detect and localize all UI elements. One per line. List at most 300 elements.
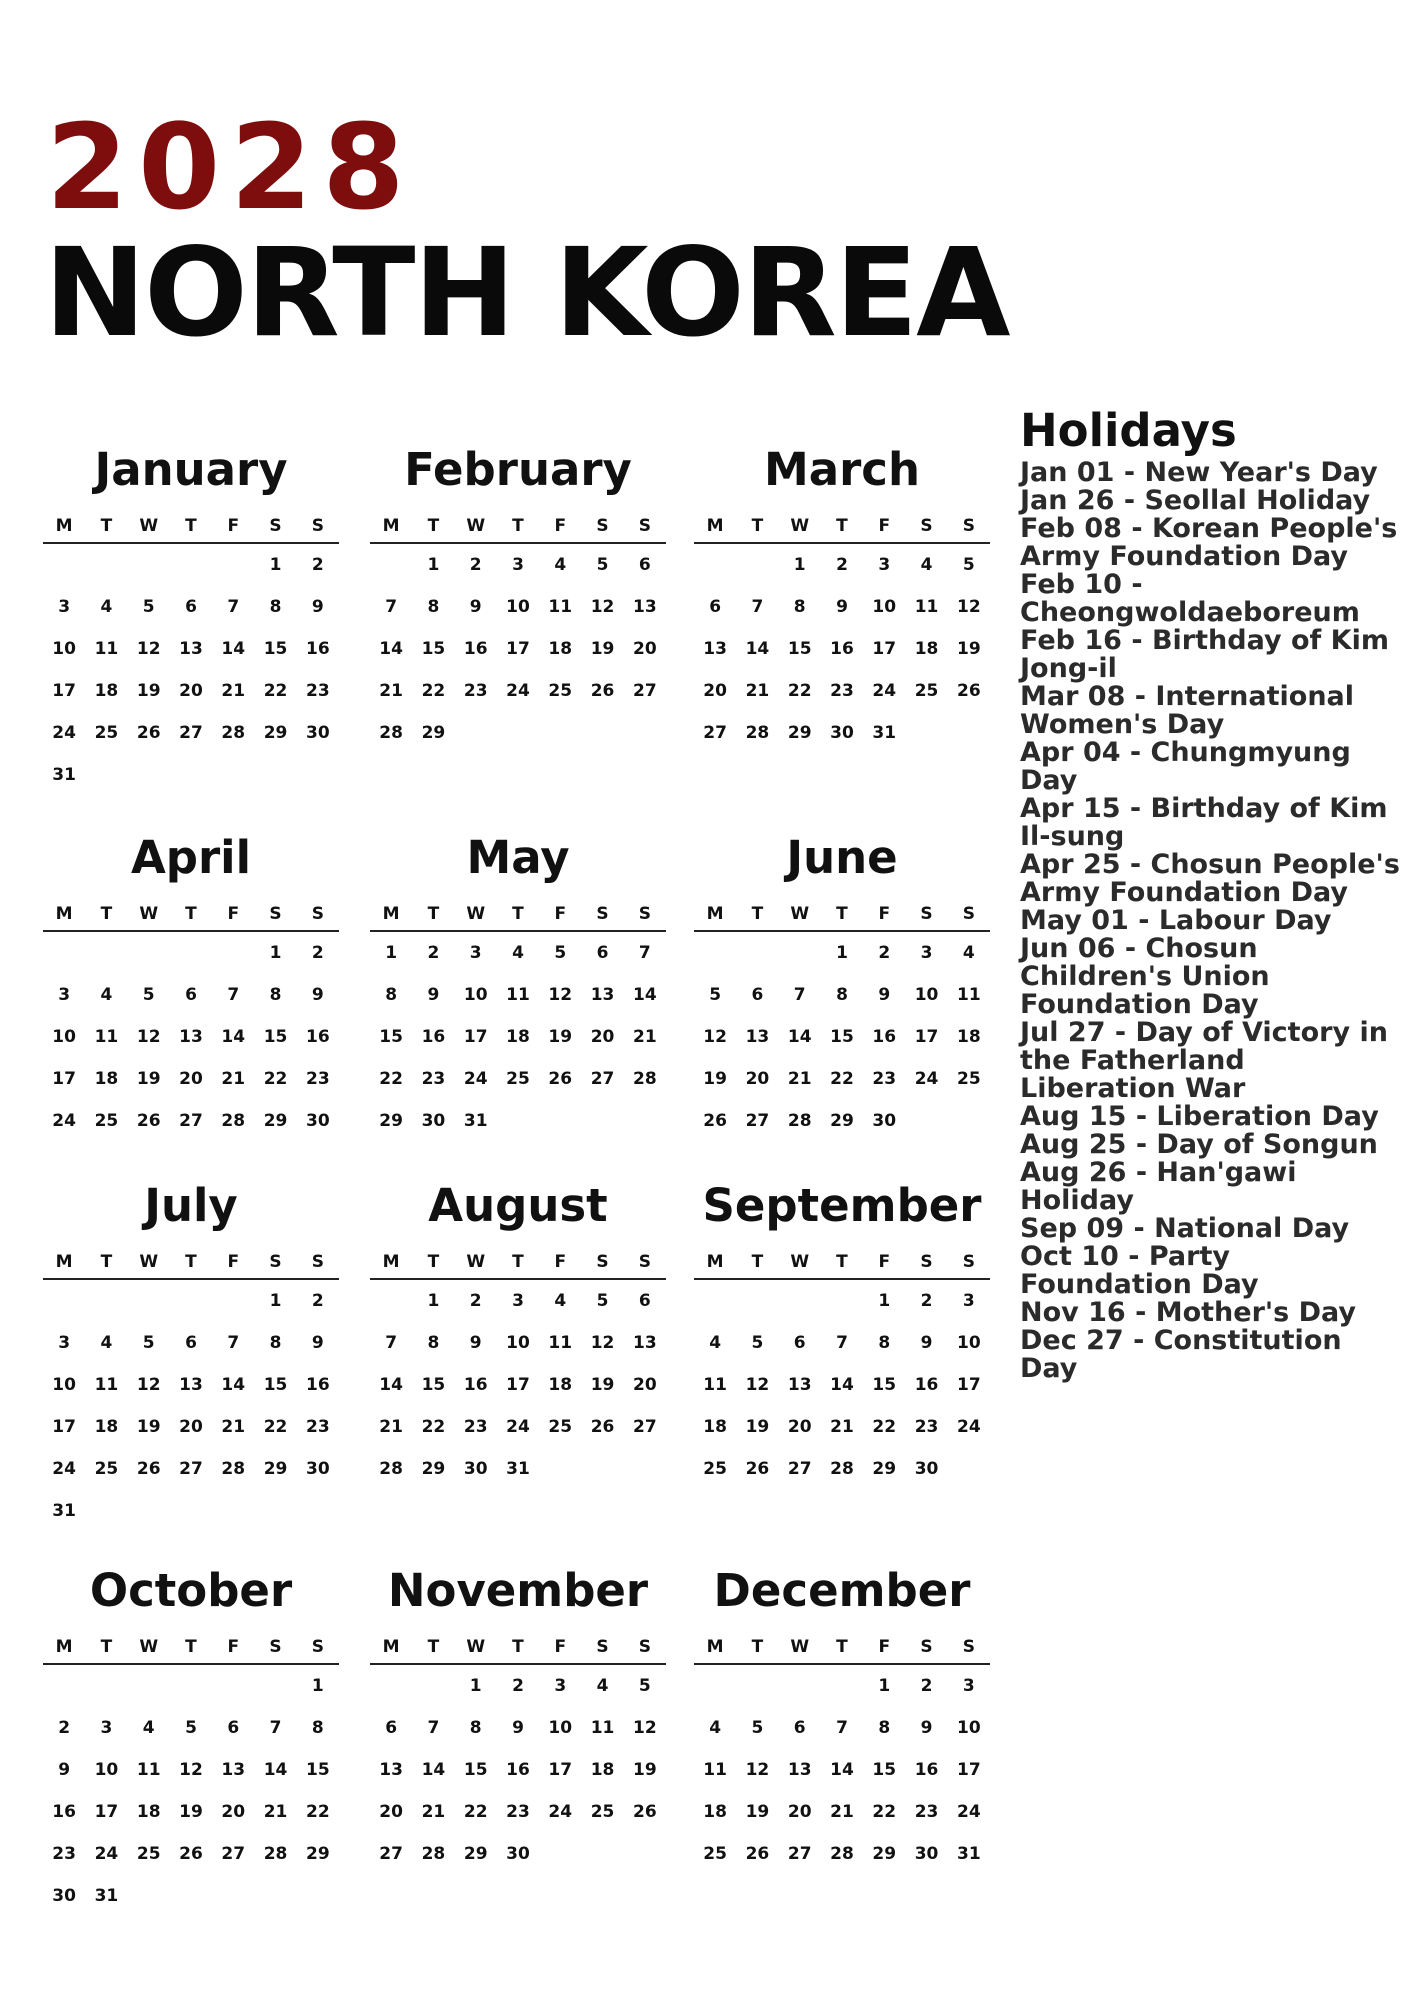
weekday-label: T (751, 516, 764, 536)
day-cell: 1 (311, 1676, 324, 1696)
week-row (43, 1364, 339, 1406)
day-cell: 10 (956, 1333, 981, 1353)
day-cell: 27 (632, 681, 657, 701)
weekday-label: S (269, 1252, 282, 1272)
day-cell: 9 (58, 1760, 71, 1780)
day-cell: 25 (548, 1417, 573, 1437)
day-cell: 18 (136, 1802, 161, 1822)
day-cell: 13 (787, 1760, 812, 1780)
day-cell: 3 (554, 1676, 567, 1696)
day-cell: 2 (836, 555, 848, 575)
day-cell: 9 (469, 597, 482, 617)
month-september (694, 1176, 990, 1490)
weekday-label: W (139, 904, 159, 924)
day-cell: 7 (836, 1333, 848, 1353)
month-name: December (713, 1564, 971, 1617)
weekday-label: M (706, 516, 724, 536)
day-cell: 18 (94, 681, 119, 701)
day-cell: 23 (52, 1844, 76, 1864)
week-row (694, 1791, 990, 1833)
day-cell: 4 (554, 555, 567, 575)
day-cell: 27 (379, 1844, 403, 1864)
day-cell: 25 (94, 1459, 119, 1479)
day-cell: 17 (52, 1069, 76, 1089)
day-cell: 20 (179, 681, 203, 701)
weekday-label: T (836, 516, 848, 536)
week-row (694, 1322, 990, 1364)
weekday-label: S (962, 904, 975, 924)
day-cell: 3 (58, 1333, 71, 1353)
day-cell: 6 (793, 1718, 806, 1738)
weekday-label: S (269, 904, 282, 924)
week-row (370, 1448, 666, 1490)
weekday-label: M (55, 1637, 73, 1657)
day-cell: 4 (100, 597, 113, 617)
day-cell: 7 (836, 1718, 848, 1738)
holiday-item: Feb 08 - Korean People's Army Foundation Day (1020, 513, 1398, 572)
day-cell: 26 (956, 681, 981, 701)
day-cell: 17 (548, 1760, 573, 1780)
day-cell: 30 (421, 1111, 446, 1131)
weekday-label: T (100, 904, 113, 924)
month-january (43, 440, 339, 796)
weekday-label: W (790, 1252, 810, 1272)
day-cell: 18 (956, 1027, 981, 1047)
day-cell: 3 (512, 1291, 524, 1311)
day-cell: 26 (745, 1844, 770, 1864)
weekday-label: M (55, 904, 73, 924)
day-cell: 30 (872, 1111, 897, 1131)
week-row (694, 1448, 990, 1490)
day-cell: 4 (554, 1291, 567, 1311)
weekday-label: T (185, 1252, 197, 1272)
day-cell: 16 (305, 639, 330, 659)
day-cell: 27 (787, 1459, 812, 1479)
day-cell: 6 (709, 597, 722, 617)
day-cell: 3 (878, 555, 891, 575)
day-cell: 28 (379, 1459, 403, 1479)
day-cell: 3 (920, 943, 933, 963)
day-cell: 12 (548, 985, 573, 1005)
day-cell: 11 (506, 985, 530, 1005)
day-cell: 1 (469, 1676, 482, 1696)
day-cell: 23 (914, 1417, 939, 1437)
day-cell: 11 (914, 597, 939, 617)
day-cell: 25 (94, 723, 119, 743)
day-cell: 5 (185, 1718, 197, 1738)
day-cell: 21 (221, 1069, 246, 1089)
day-cell: 17 (506, 639, 530, 659)
weekday-header (43, 1621, 339, 1665)
day-cell: 22 (830, 1069, 854, 1089)
day-cell: 26 (548, 1069, 573, 1089)
weekday-label: S (596, 1252, 609, 1272)
day-cell: 16 (463, 1375, 488, 1395)
weekday-label: T (751, 1637, 764, 1657)
day-cell: 20 (590, 1027, 615, 1047)
weekday-label: S (920, 516, 933, 536)
week-row (370, 1406, 666, 1448)
day-cell: 15 (463, 1760, 488, 1780)
day-cell: 14 (830, 1375, 854, 1395)
day-cell: 30 (52, 1886, 76, 1906)
weekday-label: T (185, 1637, 197, 1657)
day-cell: 5 (142, 1333, 155, 1353)
weekday-header (370, 1236, 666, 1280)
day-cell: 13 (590, 985, 615, 1005)
holiday-item: May 01 - Labour Day (1020, 905, 1332, 936)
week-row (694, 544, 990, 586)
day-cell: 2 (469, 555, 482, 575)
weekday-label: T (751, 904, 764, 924)
week-row (694, 974, 990, 1016)
day-cell: 29 (872, 1459, 897, 1479)
day-cell: 4 (962, 943, 975, 963)
weekday-label: M (382, 1252, 400, 1272)
week-row (43, 1058, 339, 1100)
day-cell: 14 (263, 1760, 288, 1780)
weekday-label: T (427, 516, 440, 536)
day-cell: 11 (94, 639, 119, 659)
day-cell: 31 (52, 1501, 76, 1521)
week-row (694, 932, 990, 974)
day-cell: 13 (379, 1760, 403, 1780)
day-cell: 24 (914, 1069, 939, 1089)
day-cell: 1 (269, 943, 282, 963)
day-cell: 23 (914, 1802, 939, 1822)
week-row (694, 1406, 990, 1448)
week-row (370, 1707, 666, 1749)
weekday-label: S (596, 516, 609, 536)
day-cell: 31 (872, 723, 897, 743)
day-cell: 6 (185, 985, 197, 1005)
holiday-item: Aug 26 - Han'gawi Holiday (1020, 1157, 1297, 1216)
day-cell: 21 (221, 1417, 246, 1437)
day-cell: 25 (94, 1111, 119, 1131)
day-cell: 19 (632, 1760, 657, 1780)
day-cell: 31 (956, 1844, 981, 1864)
weekday-label: S (638, 516, 651, 536)
day-cell: 31 (52, 765, 76, 785)
day-cell: 31 (506, 1459, 530, 1479)
holiday-item: Mar 08 - International Women's Day (1020, 681, 1355, 740)
day-cell: 26 (136, 723, 161, 743)
day-cell: 23 (305, 681, 330, 701)
day-cell: 22 (263, 1417, 288, 1437)
day-cell: 26 (590, 681, 615, 701)
day-cell: 4 (596, 1676, 609, 1696)
weekday-label: S (269, 516, 282, 536)
day-cell: 14 (379, 639, 403, 659)
day-cell: 13 (632, 597, 657, 617)
day-cell: 16 (914, 1375, 939, 1395)
day-cell: 15 (263, 1375, 288, 1395)
weekday-label: T (100, 1637, 113, 1657)
day-cell: 20 (632, 639, 657, 659)
week-row (370, 1833, 666, 1875)
day-cell: 8 (878, 1333, 891, 1353)
day-cell: 30 (914, 1844, 939, 1864)
day-cell: 1 (836, 943, 848, 963)
weekday-label: T (512, 904, 524, 924)
day-cell: 28 (787, 1111, 812, 1131)
day-cell: 10 (52, 1027, 76, 1047)
day-cell: 29 (263, 723, 288, 743)
day-cell: 10 (94, 1760, 119, 1780)
day-cell: 24 (52, 723, 76, 743)
day-cell: 16 (305, 1375, 330, 1395)
day-cell: 27 (179, 723, 203, 743)
weekday-header (694, 1621, 990, 1665)
day-cell: 20 (787, 1417, 812, 1437)
holiday-item: Jan 26 - Seollal Holiday (1020, 485, 1371, 516)
day-cell: 6 (638, 555, 651, 575)
holiday-item: Feb 16 - Birthday of Kim Jong-il (1020, 625, 1389, 684)
week-row (43, 1875, 339, 1917)
day-cell: 18 (548, 639, 573, 659)
day-cell: 21 (379, 681, 403, 701)
day-cell: 14 (221, 1375, 246, 1395)
week-row (43, 1791, 339, 1833)
week-row (694, 628, 990, 670)
holiday-item: Aug 25 - Day of Songun (1020, 1129, 1378, 1160)
weekday-label: T (185, 904, 197, 924)
day-cell: 1 (793, 555, 806, 575)
day-cell: 4 (709, 1333, 722, 1353)
day-cell: 17 (872, 639, 897, 659)
day-cell: 28 (830, 1459, 854, 1479)
day-cell: 7 (227, 985, 240, 1005)
holiday-item: Oct 10 - Party Foundation Day (1020, 1241, 1259, 1300)
day-cell: 20 (745, 1069, 770, 1089)
week-row (370, 670, 666, 712)
day-cell: 2 (427, 943, 440, 963)
day-cell: 15 (421, 639, 446, 659)
week-row (370, 1322, 666, 1364)
day-cell: 29 (463, 1844, 488, 1864)
weekday-label: T (836, 1252, 848, 1272)
day-cell: 10 (52, 639, 76, 659)
day-cell: 9 (427, 985, 440, 1005)
day-cell: 2 (311, 943, 324, 963)
week-row (43, 932, 339, 974)
day-cell: 6 (185, 597, 197, 617)
day-cell: 11 (548, 597, 573, 617)
weekday-label: M (55, 1252, 73, 1272)
holiday-item: Dec 27 - Constitution Day (1020, 1325, 1342, 1384)
day-cell: 28 (830, 1844, 854, 1864)
month-name: February (404, 443, 632, 496)
day-cell: 6 (185, 1333, 197, 1353)
day-cell: 27 (632, 1417, 657, 1437)
week-row (370, 1280, 666, 1322)
day-cell: 21 (632, 1027, 657, 1047)
day-cell: 3 (58, 597, 71, 617)
day-cell: 15 (263, 1027, 288, 1047)
day-cell: 21 (221, 681, 246, 701)
weekday-label: T (512, 1252, 524, 1272)
day-cell: 12 (136, 1027, 161, 1047)
holiday-item: Apr 15 - Birthday of Kim Il-sung (1020, 793, 1388, 852)
day-cell: 23 (421, 1069, 446, 1089)
holiday-item: Jun 06 - Chosun Children's Union Foundation Day (1020, 933, 1270, 1020)
day-cell: 13 (179, 1027, 203, 1047)
day-cell: 12 (745, 1760, 770, 1780)
day-cell: 14 (745, 639, 770, 659)
weekday-label: M (382, 904, 400, 924)
day-cell: 23 (506, 1802, 530, 1822)
day-cell: 5 (962, 555, 975, 575)
day-cell: 20 (703, 681, 727, 701)
week-row (43, 670, 339, 712)
day-cell: 28 (221, 723, 246, 743)
weekday-label: W (466, 1637, 486, 1657)
week-row (694, 1100, 990, 1142)
weekday-label: F (227, 516, 240, 536)
day-cell: 26 (590, 1417, 615, 1437)
day-cell: 29 (787, 723, 812, 743)
day-cell: 10 (463, 985, 488, 1005)
weekday-label: F (878, 516, 891, 536)
day-cell: 9 (920, 1718, 933, 1738)
day-cell: 5 (142, 597, 155, 617)
weekday-label: M (706, 1252, 724, 1272)
day-cell: 16 (830, 639, 854, 659)
week-row (43, 1100, 339, 1142)
day-cell: 22 (872, 1802, 897, 1822)
week-row (43, 1406, 339, 1448)
holiday-item: Jul 27 - Day of Victory in the Fatherland Liberation War (1020, 1017, 1388, 1104)
month-name: November (387, 1564, 649, 1617)
day-cell: 7 (385, 1333, 398, 1353)
day-cell: 28 (745, 723, 770, 743)
day-cell: 28 (421, 1844, 446, 1864)
day-cell: 15 (421, 1375, 446, 1395)
day-cell: 24 (52, 1111, 76, 1131)
weekday-label: T (427, 904, 440, 924)
weekday-label: F (554, 516, 567, 536)
day-cell: 17 (506, 1375, 530, 1395)
weekday-label: T (100, 516, 113, 536)
weekday-label: S (311, 516, 324, 536)
day-cell: 24 (94, 1844, 119, 1864)
weekday-label: S (596, 904, 609, 924)
day-cell: 25 (703, 1844, 727, 1864)
day-cell: 20 (179, 1417, 203, 1437)
weekday-label: S (962, 516, 975, 536)
day-cell: 30 (830, 723, 854, 743)
week-row (694, 1833, 990, 1875)
day-cell: 28 (221, 1111, 246, 1131)
month-november (370, 1561, 666, 1875)
week-row (694, 1665, 990, 1707)
weekday-label: S (920, 1637, 933, 1657)
day-cell: 11 (703, 1375, 727, 1395)
day-cell: 14 (379, 1375, 403, 1395)
day-cell: 4 (100, 1333, 113, 1353)
day-cell: 18 (703, 1417, 727, 1437)
day-cell: 13 (179, 639, 203, 659)
week-row (43, 754, 339, 796)
day-cell: 22 (379, 1069, 403, 1089)
day-cell: 29 (872, 1844, 897, 1864)
day-cell: 2 (878, 943, 891, 963)
day-cell: 1 (427, 1291, 440, 1311)
day-cell: 12 (703, 1027, 727, 1047)
day-cell: 15 (787, 639, 812, 659)
week-row (43, 974, 339, 1016)
week-row (694, 1280, 990, 1322)
day-cell: 17 (52, 681, 76, 701)
weekday-label: S (269, 1637, 282, 1657)
day-cell: 2 (920, 1676, 933, 1696)
day-cell: 3 (962, 1676, 975, 1696)
day-cell: 5 (142, 985, 155, 1005)
day-cell: 13 (745, 1027, 770, 1047)
day-cell: 15 (263, 639, 288, 659)
weekday-label: T (512, 1637, 524, 1657)
day-cell: 27 (590, 1069, 615, 1089)
day-cell: 25 (590, 1802, 615, 1822)
day-cell: 14 (221, 639, 246, 659)
week-row (43, 1833, 339, 1875)
day-cell: 4 (512, 943, 524, 963)
day-cell: 25 (548, 681, 573, 701)
day-cell: 22 (463, 1802, 488, 1822)
month-name: April (130, 831, 252, 884)
weekday-label: M (706, 1637, 724, 1657)
month-name: August (428, 1179, 608, 1232)
day-cell: 17 (463, 1027, 488, 1047)
weekday-header (370, 888, 666, 932)
day-cell: 27 (787, 1844, 812, 1864)
month-march (694, 440, 990, 754)
month-august (370, 1176, 666, 1490)
day-cell: 30 (305, 723, 330, 743)
weekday-label: T (185, 516, 197, 536)
week-row (370, 712, 666, 754)
weekday-header (370, 500, 666, 544)
day-cell: 15 (379, 1027, 403, 1047)
day-cell: 10 (52, 1375, 76, 1395)
day-cell: 19 (590, 639, 615, 659)
day-cell: 18 (914, 639, 939, 659)
day-cell: 14 (787, 1027, 812, 1047)
weekday-label: F (227, 1252, 240, 1272)
month-june (694, 828, 990, 1142)
day-cell: 17 (94, 1802, 119, 1822)
day-cell: 16 (52, 1802, 76, 1822)
day-cell: 29 (379, 1111, 403, 1131)
day-cell: 19 (136, 1069, 161, 1089)
day-cell: 11 (94, 1375, 119, 1395)
day-cell: 16 (463, 639, 488, 659)
week-row (694, 1364, 990, 1406)
weekday-label: F (227, 1637, 240, 1657)
week-row (43, 1749, 339, 1791)
week-row (43, 1490, 339, 1532)
day-cell: 1 (269, 1291, 282, 1311)
weekday-label: T (427, 1252, 440, 1272)
day-cell: 4 (920, 555, 933, 575)
day-cell: 24 (506, 681, 530, 701)
day-cell: 21 (379, 1417, 403, 1437)
weekday-label: S (920, 1252, 933, 1272)
day-cell: 9 (836, 597, 848, 617)
day-cell: 15 (830, 1027, 854, 1047)
day-cell: 22 (421, 681, 446, 701)
day-cell: 7 (227, 597, 240, 617)
